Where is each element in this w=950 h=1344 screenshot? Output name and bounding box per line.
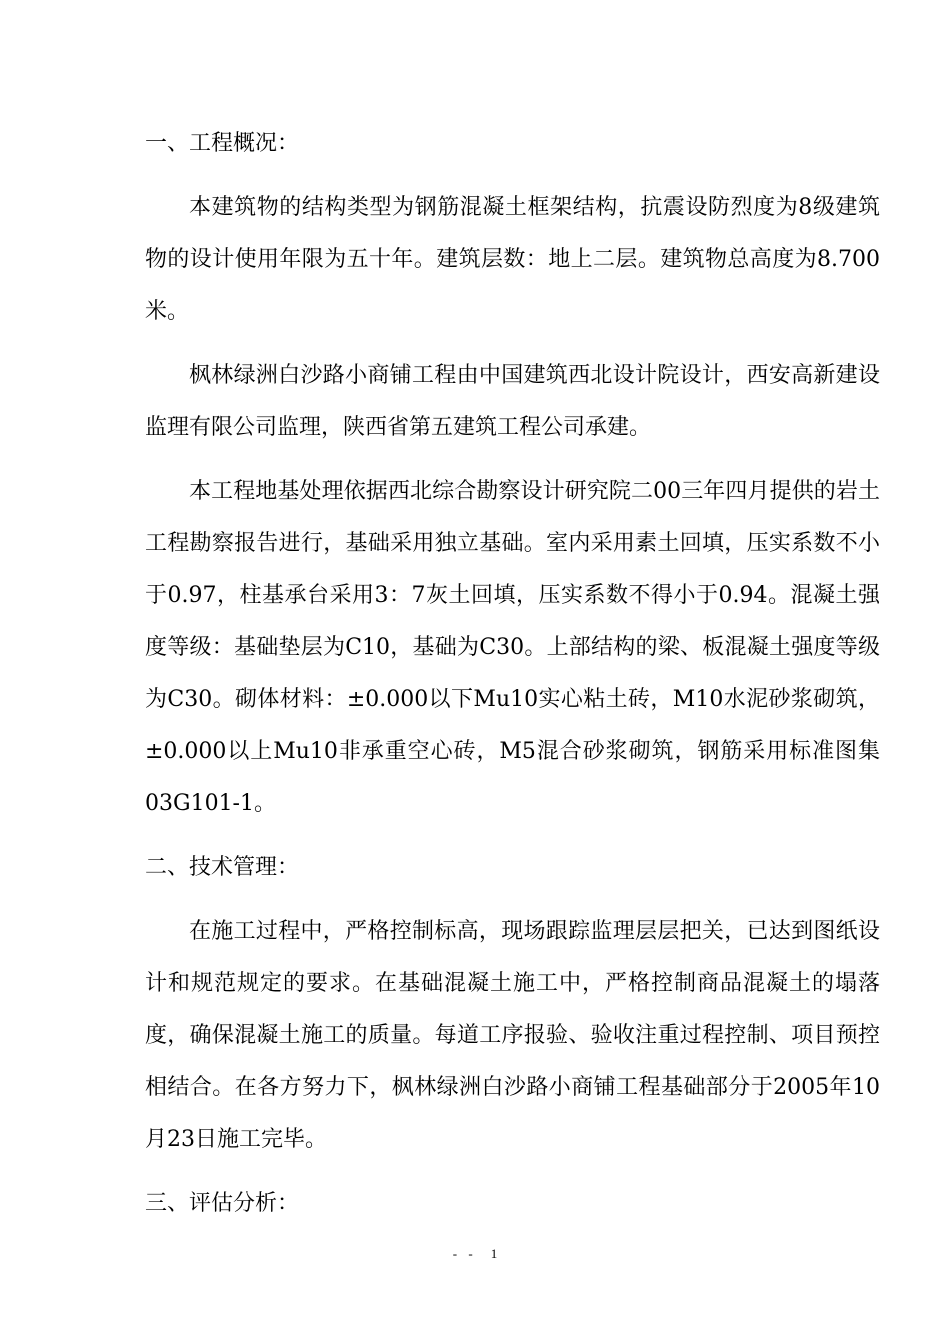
page-footer	[0, 1244, 950, 1264]
footer-dashes: - -	[452, 1246, 477, 1261]
paragraph-parties: 枫林绿洲白沙路小商铺工程由中国建筑西北设计院设计，西安高新建设监理有限公司监理，陕西省第五建筑工程公司承建。	[145, 363, 880, 440]
section-heading-evaluation: 三、评估分析：	[145, 1191, 300, 1216]
paragraph-construction-process: 在施工过程中，严格控制标高，现场跟踪监理层层把关，已达到图纸设计和规范规定的要求。在基础混凝土施工中，严格控制商品混凝土的塌落度，确保混凝土施工的质量。每道工序报验、验收注重过程控制、项目预控相结合。在各方努力下，枫林绿洲白沙路小商铺工程基础部分于2005年10月23日施工完毕。	[145, 919, 880, 1152]
paragraph-foundation: 本工程地基处理依据西北综合勘察设计研究院二00三年四月提供的岩土工程勘察报告进行，基础采用独立基础。室内采用素土回填，压实系数不小于0.97，柱基承台采用3：7灰土回填，压实系数不得小于0.94。混凝土强度等级：基础垫层为C10，基础为C30。上部结构的梁、板混凝土强度等级为C30。砌体材料：±0.000以下Mu10实心粘土砖，M10水泥砂浆砌筑，±0.000以上Mu10非承重空心砖，M5混合砂浆砌筑，钢筋采用标准图集03G101-1。	[145, 479, 880, 816]
section-heading-overview: 一、工程概况：	[145, 131, 300, 156]
section-heading-technical-management: 二、技术管理：	[145, 855, 300, 880]
paragraph-structure-type: 本建筑物的结构类型为钢筋混凝土框架结构，抗震设防烈度为8级建筑物的设计使用年限为五十年。建筑层数：地上二层。建筑物总高度为8.700米。	[145, 195, 880, 324]
document-body	[145, 118, 880, 1242]
page-number: 1	[490, 1246, 498, 1261]
